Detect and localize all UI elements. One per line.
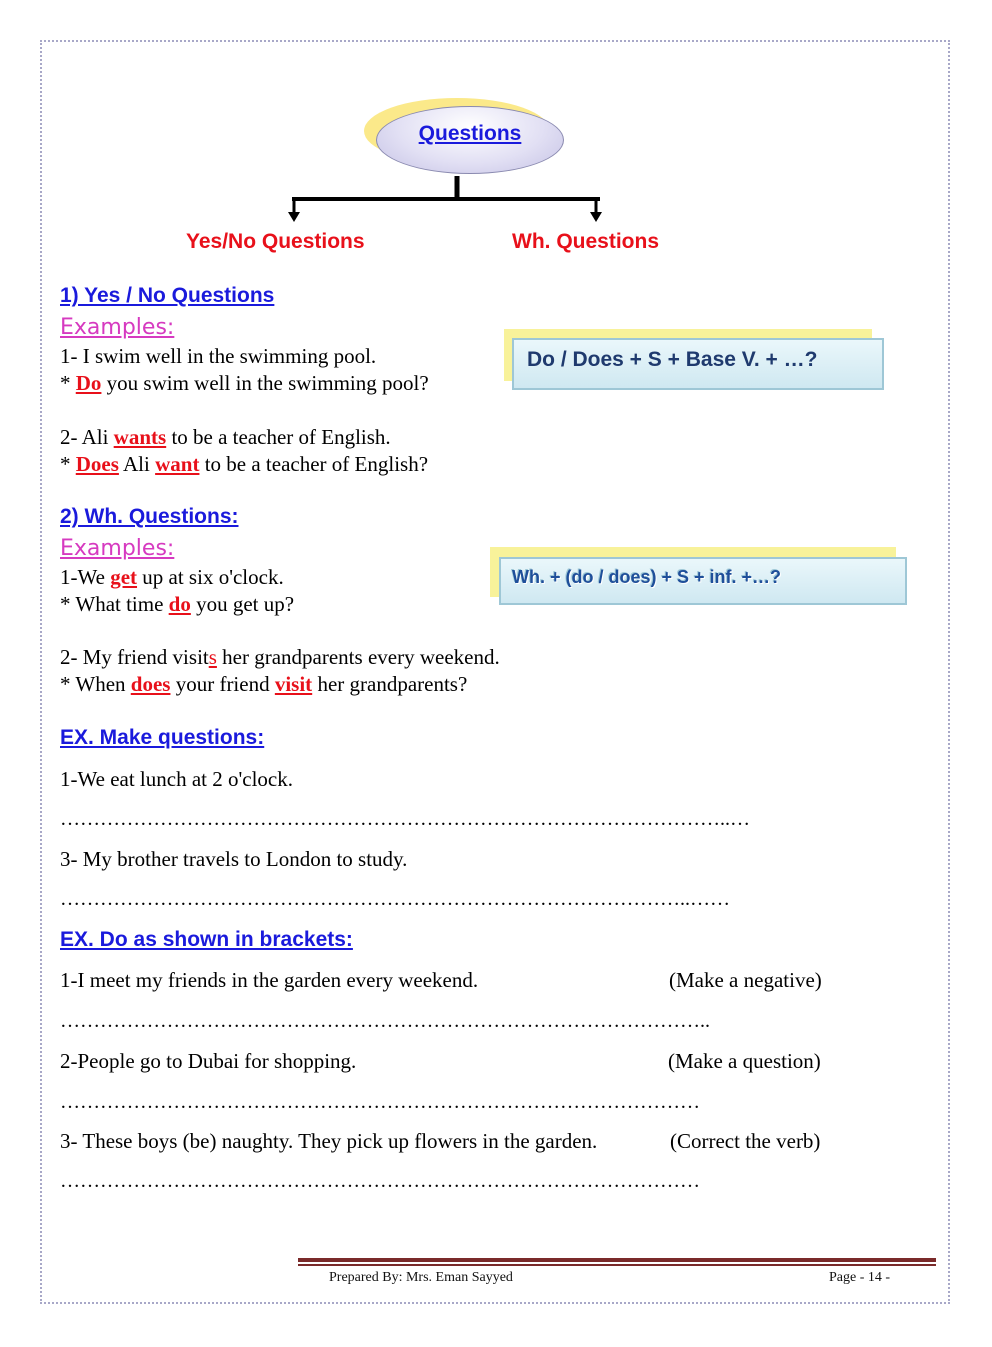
s2-example1-statement: 1-We get up at six o'clock.: [60, 565, 284, 589]
s1-example1-question: * Do you swim well in the swimming pool?: [60, 371, 429, 395]
arrow-down-icon: [288, 212, 300, 222]
footer-page-number: Page - 14 -: [829, 1270, 891, 1285]
formula2-text: Wh. + (do / does) + S + inf. +…?: [512, 567, 782, 587]
ex2-answer-line-3[interactable]: ……………………………………………………………………………………: [60, 1170, 700, 1192]
ex1-question-3: 3- My brother travels to London to study.: [60, 847, 408, 871]
s2-example2-statement: 2- My friend visits her grandparents every weekend.: [60, 645, 500, 669]
wh-branch-label: Wh. Questions: [512, 230, 659, 253]
s2-example1-question: * What time do you get up?: [60, 592, 295, 616]
section1-heading: 1) Yes / No Questions: [60, 284, 275, 307]
section2-heading: 2) Wh. Questions:: [60, 505, 239, 528]
ex2-instruction-2: (Make a question): [668, 1049, 821, 1073]
ex2-answer-line-2[interactable]: ……………………………………………………………………………………: [60, 1091, 700, 1113]
footer-prepared-by: Prepared By: Mrs. Eman Sayyed: [329, 1270, 513, 1285]
formula1-text: Do / Does + S + Base V. + …?: [527, 348, 818, 371]
exercise1-heading: EX. Make questions:: [60, 726, 265, 749]
exercise2-heading: EX. Do as shown in brackets:: [60, 928, 353, 951]
section1-examples-label: Examples:: [60, 315, 175, 340]
yes-no-branch-label: Yes/No Questions: [186, 230, 365, 253]
s1-example1-statement: 1- I swim well in the swimming pool.: [60, 344, 377, 368]
ex2-question-1: 1-I meet my friends in the garden every weekend.: [60, 968, 479, 992]
ex2-question-3: 3- These boys (be) naughty. They pick up flowers in the garden.: [60, 1129, 598, 1153]
ex1-question-1: 1-We eat lunch at 2 o'clock.: [60, 767, 293, 791]
footer-rule-thin: [298, 1264, 936, 1266]
arrow-down-icon: [590, 212, 602, 222]
s1-example2-question: * Does Ali want to be a teacher of English?: [60, 452, 429, 476]
section2-examples-label: Examples:: [60, 536, 175, 561]
tree-connector: [280, 174, 610, 224]
s2-example2-question: * When does your friend visit her grandparents?: [60, 672, 468, 696]
ex1-answer-line-1[interactable]: ………………………………………………………………………………………..…: [60, 808, 750, 830]
ex2-answer-line-1[interactable]: ……………………………………………………………………………………..: [60, 1010, 710, 1032]
ex2-instruction-1: (Make a negative): [669, 968, 822, 992]
ex2-question-2: 2-People go to Dubai for shopping.: [60, 1049, 357, 1073]
ex2-instruction-3: (Correct the verb): [670, 1129, 821, 1153]
ex1-answer-line-3[interactable]: …………………………………………………………………………………..……: [60, 888, 730, 910]
s1-example2-statement: 2- Ali wants to be a teacher of English.: [60, 425, 391, 449]
questions-title: Questions: [418, 122, 522, 145]
footer-rule: [298, 1258, 936, 1262]
